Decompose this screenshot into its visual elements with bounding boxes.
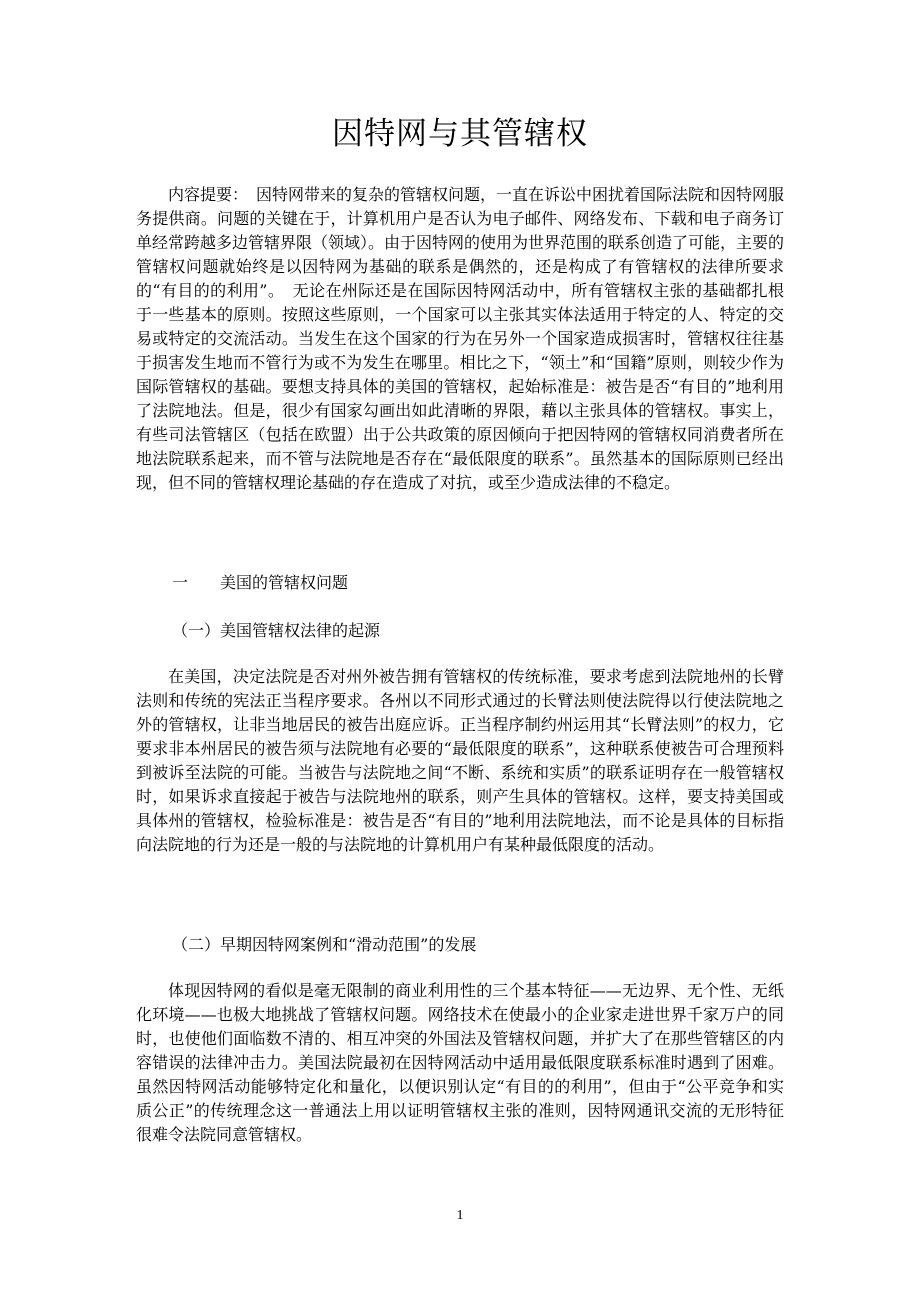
subsection-1-body [136, 665, 784, 857]
document-title: 因特网与其管辖权 [332, 116, 588, 152]
abstract-block [136, 183, 784, 495]
subsection-heading-1: （一）美国管辖权法律的起源 [172, 621, 381, 640]
subsection-2-paragraph: 体现因特网的看似是毫无限制的商业利用性的三个基本特征——无边界、无个性、无纸化环境——也极大地挑战了管辖权问题。网络技术在使最小的企业家走进世界千家万户的同时，也使他们面临数不清的、相互冲突的外国法及管辖权问题，并扩大了在那些管辖区的内容错误的法律冲击力。美国法院最初在因特网活动中适用最低限度联系标准时遇到了困难。虽然因特网活动能够特定化和量化，以便识别认定“有目的的利用”，但由于“公平竞争和实质公正”的传统理念这一普通法上用以证明管辖权主张的准则，因特网通讯交流的无形特征很难令法院同意管辖权。 [136, 981, 784, 1144]
subsection-heading-2: （二）早期因特网案例和“滑动范围”的发展 [172, 935, 477, 954]
subsection-2-body [136, 979, 784, 1147]
page-number: 1 [456, 1208, 464, 1223]
abstract-paragraph: 内容提要： 因特网带来的复杂的管辖权问题，一直在诉讼中困扰着国际法院和因特网服务提供商。问题的关键在于，计算机用户是否认为电子邮件、网络发布、下载和电子商务订单经常跨越多边管辖界限（领域）。由于因特网的使用为世界范围的联系创造了可能，主要的管辖权问题就始终是以因特网为基础的联系是偶然的，还是构成了有管辖权的法律所要求的“有目的的利用”。 无论在州际还是在国际因特网活动中，所有管辖权主张的基础都扎根于一些基本的原则。按照这些原则，一个国家可以主张其实体法适用于特定的人、特定的交易或特定的交流活动。当发生在这个国家的行为在另外一个国家造成损害时，管辖权往往基于损害发生地而不管行为或不为发生在哪里。相比之下，“领土”和“国籍”原则，则较少作为国际管辖权的基础。要想支持具体的美国的管辖权，起始标准是：被告是否“有目的”地利用了法院地法。但是，很少有国家勾画出如此清晰的界限，藉以主张具体的管辖权。事实上，有些司法管辖区（包括在欧盟）出于公共政策的原因倾向于把因特网的管辖权同消费者所在地法院联系起来，而不管与法院地是否存在“最低限度的联系”。虽然基本的国际原则已经出现，但不同的管辖权理论基础的存在造成了对抗，或至少造成法律的不稳定。 [136, 185, 785, 492]
section-heading: 一 美国的管辖权问题 [172, 573, 349, 592]
subsection-1-paragraph: 在美国，决定法院是否对州外被告拥有管辖权的传统标准，要求考虑到法院地州的长臂法则和传统的宪法正当程序要求。各州以不同形式通过的长臂法则使法院得以行使法院地之外的管辖权，让非当地居民的被告出庭应诉。正当程序制约州运用其“长臂法则”的权力，它要求非本州居民的被告须与法院地有必要的“最低限度的联系”，这种联系使被告可合理预料到被诉至法院的可能。当被告与法院地之间“不断、系统和实质”的联系证明存在一般管辖权时，如果诉求直接起于被告与法院地州的联系，则产生具体的管辖权。这样，要支持美国或具体州的管辖权，检验标准是：被告是否“有目的”地利用法院地法，而不论是具体的目标指向法院地的行为还是一般的与法院地的计算机用户有某种最低限度的活动。 [136, 667, 784, 854]
